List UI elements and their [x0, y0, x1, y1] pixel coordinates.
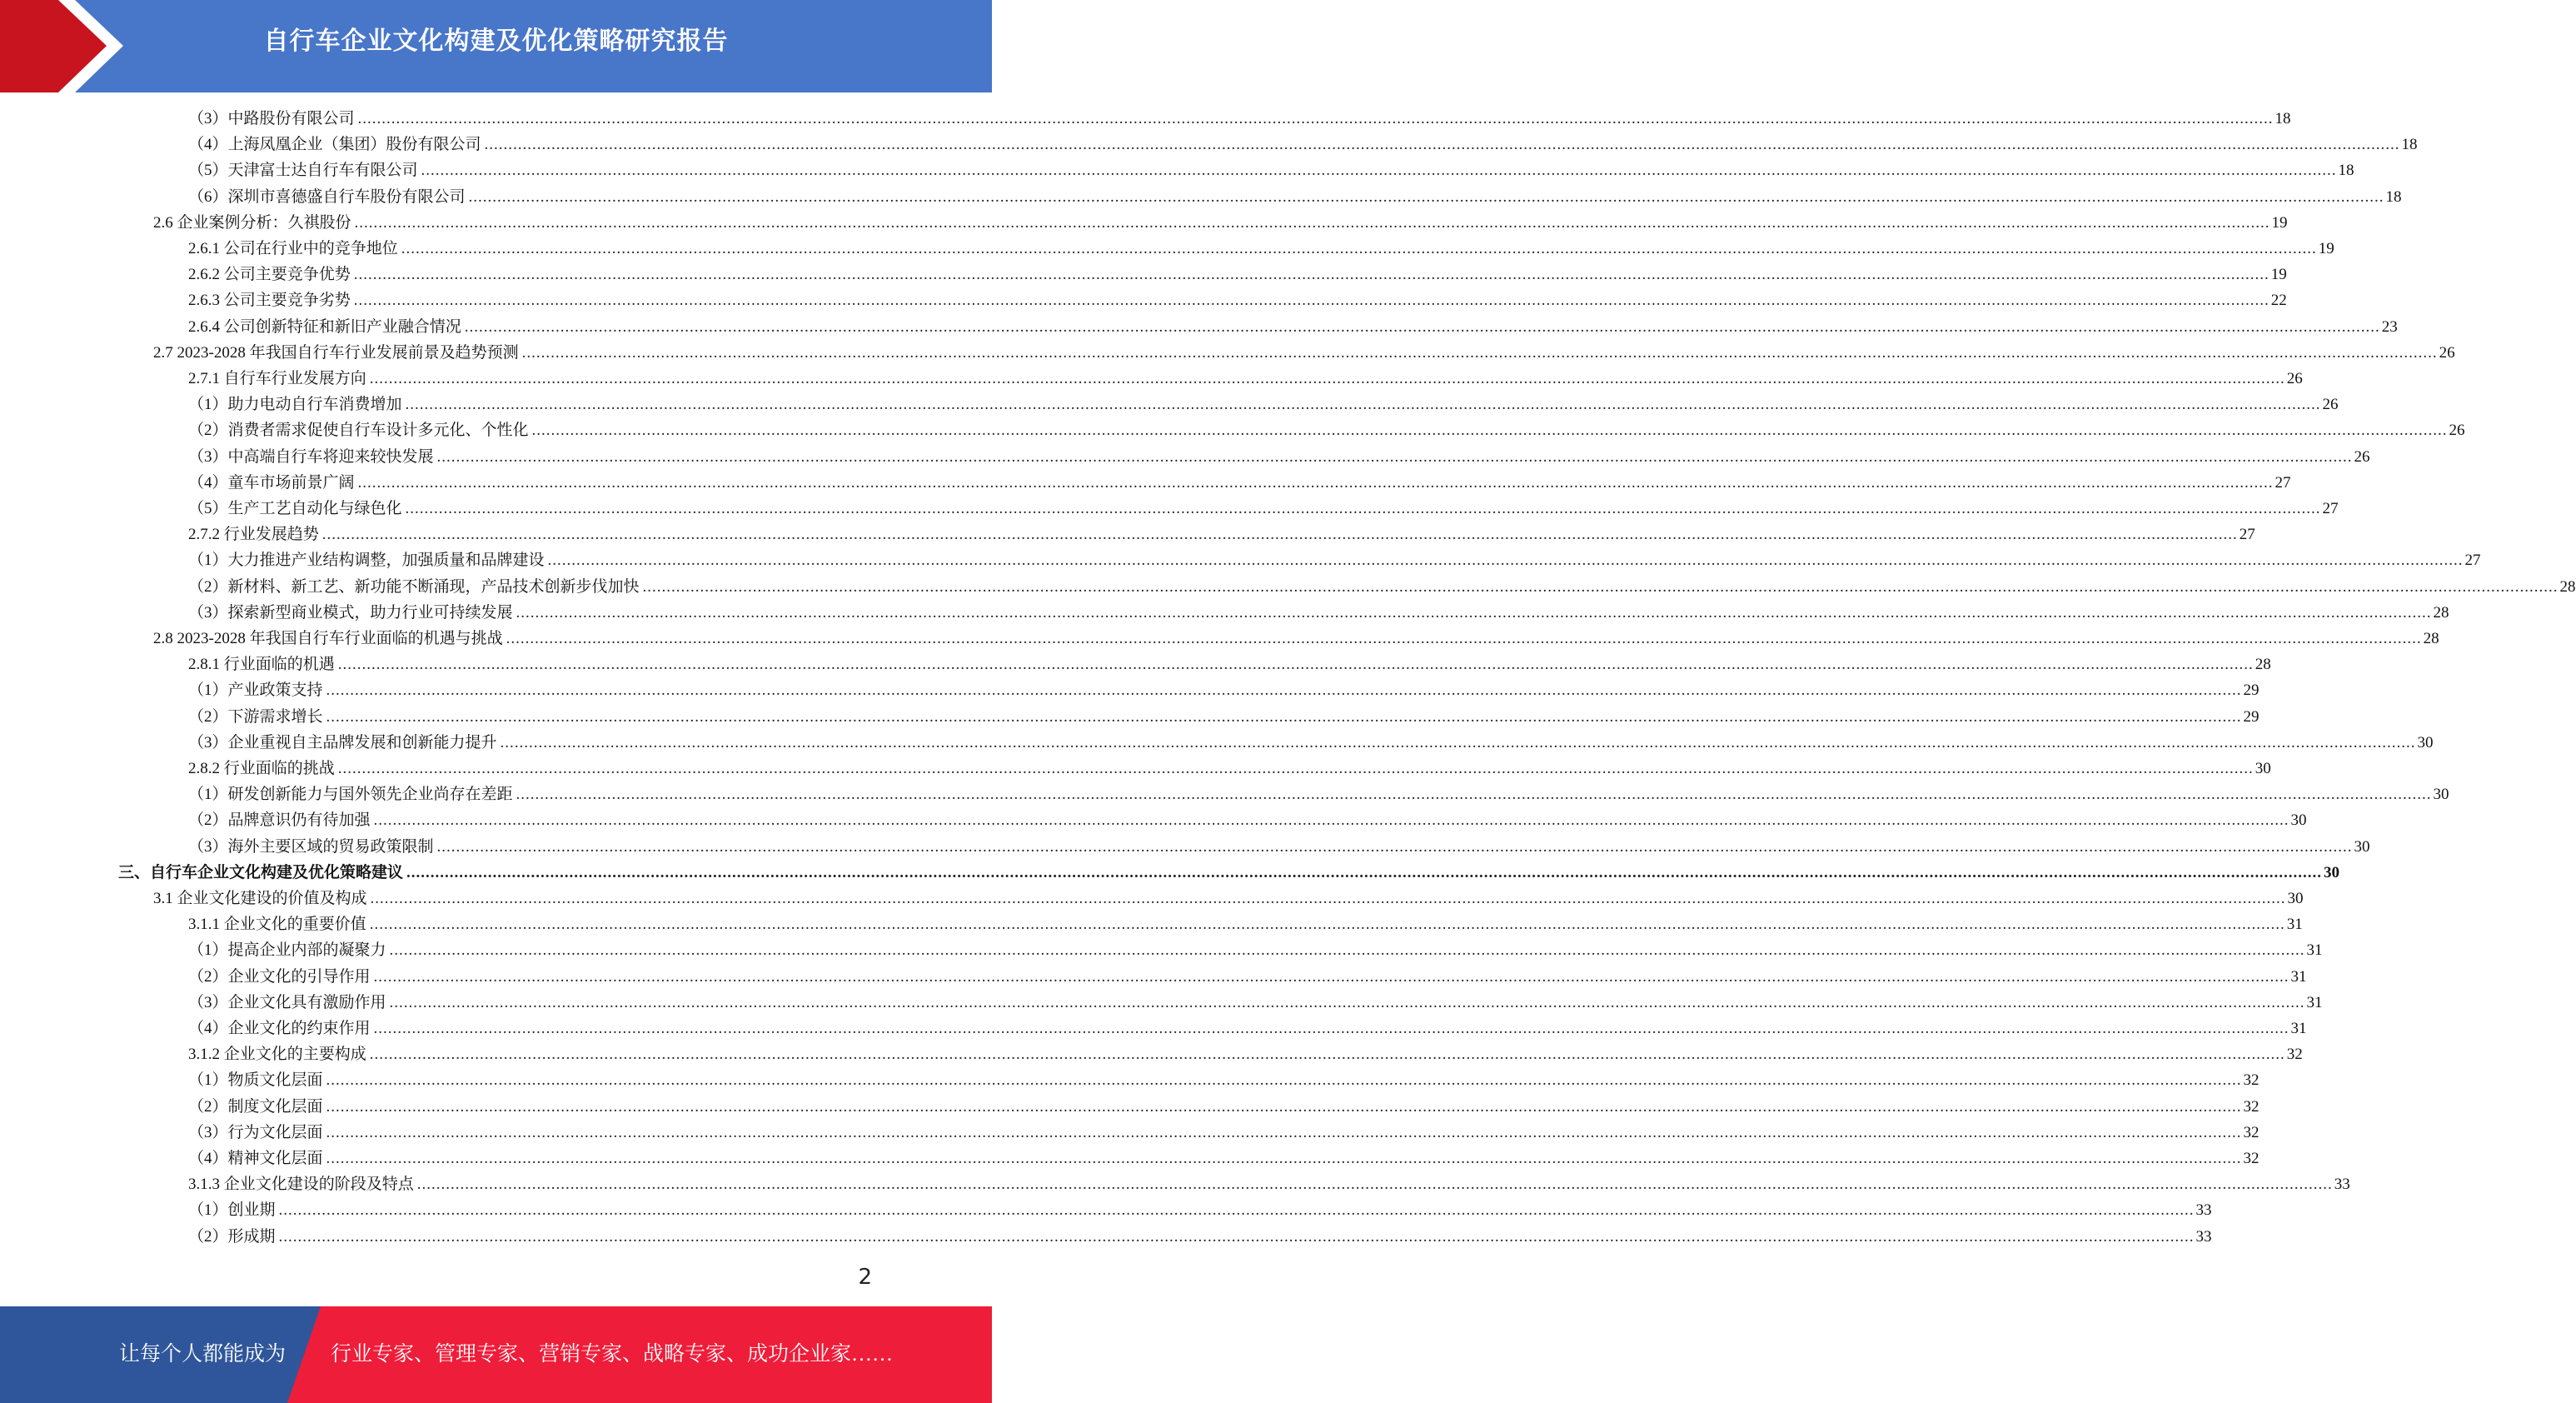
toc-entry-page: 28 [2255, 656, 2271, 673]
toc-dot-leader: ................................................................................................................................................................................................................................................................................................................................................................................................................ [353, 292, 2270, 309]
toc-dot-leader: ................................................................................................................................................................................................................................................................................................................................................................................................................ [369, 370, 2285, 387]
toc-entry[interactable] [188, 287, 2287, 313]
toc-entry-title: （1）创业期 [188, 1201, 276, 1219]
toc-entry-page: 32 [2286, 1046, 2303, 1063]
toc-entry-page: 30 [2433, 786, 2449, 803]
toc-entry-title: 2.8.1 行业面临的机遇 [188, 656, 335, 673]
toc-entry[interactable] [118, 860, 2340, 886]
toc-dot-leader: ................................................................................................................................................................................................................................................................................................................................................................................................................ [326, 1071, 2242, 1089]
toc-entry[interactable] [188, 781, 2449, 807]
toc-dot-leader: ................................................................................................................................................................................................................................................................................................................................................................................................................ [405, 396, 2321, 413]
toc-dot-leader: ................................................................................................................................................................................................................................................................................................................................................................................................................ [389, 941, 2305, 959]
toc-entry-page: 19 [2318, 240, 2334, 257]
footer-roles: 行业专家、管理专家、营销专家、战略专家、成功企业家…… [331, 1343, 894, 1366]
toc-entry-title: 2.8.2 行业面临的挑战 [188, 760, 335, 777]
toc-entry-page: 29 [2243, 682, 2260, 699]
toc-entry-title: 2.6.3 公司主要竞争劣势 [188, 292, 351, 309]
toc-entry-page: 30 [2417, 734, 2434, 751]
toc-dot-leader: ................................................................................................................................................................................................................................................................................................................................................................................................................ [547, 552, 2464, 569]
toc-entry-title: 3.1.2 企业文化的主要构成 [188, 1046, 366, 1063]
toc-dot-leader: ................................................................................................................................................................................................................................................................................................................................................................................................................ [642, 578, 2559, 596]
toc-entry-title: （5）天津富士达自行车有限公司 [188, 162, 418, 179]
toc-dot-leader: ................................................................................................................................................................................................................................................................................................................................................................................................................ [436, 838, 2353, 856]
page-footer [0, 1306, 992, 1403]
toc-entry[interactable] [188, 496, 2339, 522]
toc-entry-title: （1）研发创新能力与国外领先企业尚存在差距 [188, 786, 513, 803]
toc-dot-leader: ................................................................................................................................................................................................................................................................................................................................................................................................................ [373, 968, 2290, 986]
toc-entry-title: 2.7.1 自行车行业发展方向 [188, 370, 366, 387]
toc-entry[interactable] [188, 157, 2354, 183]
toc-dot-leader: ................................................................................................................................................................................................................................................................................................................................................................................................................ [337, 760, 2254, 777]
toc-entry-title: （2）消费者需求促使自行车设计多元化、个性化 [188, 422, 529, 439]
toc-dot-leader: ................................................................................................................................................................................................................................................................................................................................................................................................................ [405, 500, 2321, 517]
toc-entry[interactable] [188, 366, 2303, 392]
toc-entry-title: 2.6.2 公司主要竞争优势 [188, 266, 351, 283]
toc-dot-leader: ................................................................................................................................................................................................................................................................................................................................................................................................................ [369, 916, 2285, 933]
toc-dot-leader: ................................................................................................................................................................................................................................................................................................................................................................................................................ [531, 422, 2448, 439]
toc-dot-leader: ................................................................................................................................................................................................................................................................................................................................................................................................................ [321, 526, 2238, 543]
toc-entry-title: （6）深圳市喜德盛自行车股份有限公司 [188, 188, 466, 206]
toc-entry-title: 三、自行车企业文化构建及优化策略建议 [118, 864, 404, 881]
toc-dot-leader: ................................................................................................................................................................................................................................................................................................................................................................................................................ [326, 682, 2242, 699]
toc-entry-page: 30 [2255, 760, 2271, 777]
toc-entry-title: 3.1.3 企业文化建设的阶段及特点 [188, 1176, 414, 1193]
toc-entry-page: 28 [2433, 604, 2449, 622]
footer-slogan: 让每个人都能成为 [119, 1343, 286, 1366]
toc-dot-leader: ................................................................................................................................................................................................................................................................................................................................................................................................................ [484, 136, 2400, 153]
toc-entry-title: （1）大力推进产业结构调整，加强质量和品牌建设 [188, 552, 545, 569]
toc-entry-title: （4）企业文化的约束作用 [188, 1020, 371, 1037]
toc-entry-title: 2.7.2 行业发展趋势 [188, 526, 319, 543]
toc-dot-leader: ................................................................................................................................................................................................................................................................................................................................................................................................................ [357, 474, 2274, 492]
toc-entry-title: （3）探索新型商业模式，助力行业可持续发展 [188, 604, 513, 622]
toc-entry-page: 31 [2306, 994, 2323, 1011]
toc-entry-title: （2）形成期 [188, 1228, 276, 1246]
toc-entry-title: （3）企业文化具有激励作用 [188, 994, 386, 1011]
toc-entry[interactable] [188, 1171, 2350, 1197]
toc-entry-page: 29 [2243, 708, 2260, 726]
toc-entry-title: （2）品牌意识仍有待加强 [188, 811, 371, 829]
toc-dot-leader: ................................................................................................................................................................................................................................................................................................................................................................................................................ [500, 734, 2416, 751]
toc-entry[interactable] [188, 756, 2271, 781]
toc-entry[interactable] [188, 1146, 2260, 1171]
toc-dot-leader: ................................................................................................................................................................................................................................................................................................................................................................................................................ [278, 1228, 2195, 1246]
toc-dot-leader: ................................................................................................................................................................................................................................................................................................................................................................................................................ [406, 864, 2323, 881]
toc-entry[interactable] [188, 522, 2255, 547]
toc-entry-page: 30 [2354, 838, 2370, 856]
toc-entry-page: 22 [2270, 292, 2287, 309]
toc-dot-leader: ................................................................................................................................................................................................................................................................................................................................................................................................................ [468, 188, 2384, 206]
toc-entry-page: 32 [2243, 1071, 2260, 1089]
toc-entry-title: （2）企业文化的引导作用 [188, 968, 371, 986]
toc-entry-title: （3）中高端自行车将迎来较快发展 [188, 448, 434, 466]
toc-entry-title: 2.6.4 公司创新特征和新旧产业融合情况 [188, 318, 461, 336]
toc-dot-leader: ................................................................................................................................................................................................................................................................................................................................................................................................................ [326, 1098, 2242, 1116]
toc-entry-page: 26 [2354, 448, 2370, 466]
toc-entry-page: 31 [2290, 1020, 2307, 1037]
page-header [0, 0, 992, 92]
toc-entry-title: （3）企业重视自主品牌发展和创新能力提升 [188, 734, 497, 751]
toc-entry[interactable] [188, 1016, 2307, 1041]
toc-entry[interactable] [188, 1067, 2260, 1093]
toc-entry-title: 2.8 2023-2028 年我国自行车行业面临的机遇与挑战 [153, 630, 503, 647]
toc-entry[interactable] [188, 1041, 2303, 1067]
toc-dot-leader: ................................................................................................................................................................................................................................................................................................................................................................................................................ [326, 1124, 2242, 1141]
toc-entry[interactable] [188, 834, 2370, 860]
toc-dot-leader: ................................................................................................................................................................................................................................................................................................................................................................................................................ [326, 1150, 2242, 1167]
toc-entry[interactable] [153, 626, 2439, 652]
toc-dot-leader: ................................................................................................................................................................................................................................................................................................................................................................................................................ [436, 448, 2353, 466]
toc-entry-page: 18 [2401, 136, 2418, 153]
toc-entry-page: 19 [2271, 214, 2288, 232]
toc-entry-page: 30 [2287, 890, 2304, 907]
toc-dot-leader: ................................................................................................................................................................................................................................................................................................................................................................................................................ [370, 890, 2286, 907]
toc-dot-leader: ................................................................................................................................................................................................................................................................................................................................................................................................................ [464, 318, 2380, 336]
toc-entry[interactable] [188, 964, 2307, 990]
toc-dot-leader: ................................................................................................................................................................................................................................................................................................................................................................................................................ [354, 214, 2270, 232]
toc-entry-page: 27 [2239, 526, 2255, 543]
toc-entry[interactable] [188, 1197, 2212, 1223]
toc-entry-page: 26 [2322, 396, 2339, 413]
toc-entry-title: （3）中路股份有限公司 [188, 110, 355, 127]
toc-entry-page: 28 [2423, 630, 2439, 647]
toc-dot-leader: ................................................................................................................................................................................................................................................................................................................................................................................................................ [326, 708, 2242, 726]
toc-entry-page: 32 [2243, 1098, 2260, 1116]
toc-entry-page: 28 [2559, 578, 2576, 596]
toc-entry-title: （4）精神文化层面 [188, 1150, 323, 1167]
toc-dot-leader: ................................................................................................................................................................................................................................................................................................................................................................................................................ [506, 630, 2422, 647]
toc-dot-leader: ................................................................................................................................................................................................................................................................................................................................................................................................................ [369, 1046, 2285, 1063]
toc-entry-page: 26 [2439, 344, 2455, 362]
toc-entry-title: （1）助力电动自行车消费增加 [188, 396, 402, 413]
toc-entry[interactable] [188, 911, 2303, 937]
toc-entry-page: 33 [2334, 1176, 2350, 1193]
toc-dot-leader: ................................................................................................................................................................................................................................................................................................................................................................................................................ [373, 811, 2290, 829]
toc-entry[interactable] [188, 236, 2334, 262]
toc-entry-page: 31 [2286, 916, 2303, 933]
toc-entry-page: 18 [2385, 188, 2402, 206]
toc-entry-page: 18 [2338, 162, 2354, 179]
toc-entry-page: 33 [2195, 1201, 2212, 1219]
toc-entry[interactable] [188, 600, 2449, 626]
toc-entry[interactable] [188, 1224, 2212, 1250]
toc-entry[interactable] [188, 392, 2339, 417]
toc-entry[interactable] [153, 340, 2455, 366]
toc-dot-leader: ................................................................................................................................................................................................................................................................................................................................................................................................................ [357, 110, 2274, 127]
toc-entry[interactable] [188, 1094, 2260, 1120]
toc-entry[interactable] [188, 1120, 2260, 1146]
report-title: 自行车企业文化构建及优化策略研究报告 [263, 27, 729, 56]
toc-entry[interactable] [188, 106, 2291, 132]
toc-entry-title: （1）提高企业内部的凝聚力 [188, 941, 386, 959]
toc-entry[interactable] [188, 417, 2465, 443]
toc-entry-title: （2）制度文化层面 [188, 1098, 323, 1116]
toc-entry-title: （3）海外主要区域的贸易政策限制 [188, 838, 434, 856]
toc-entry-page: 18 [2275, 110, 2291, 127]
toc-entry-page: 27 [2322, 500, 2339, 517]
toc-entry[interactable] [153, 210, 2288, 236]
toc-entry-page: 23 [2381, 318, 2398, 336]
toc-entry-page: 30 [2290, 811, 2307, 829]
toc-dot-leader: ................................................................................................................................................................................................................................................................................................................................................................................................................ [421, 162, 2337, 179]
toc-entry-page: 31 [2306, 941, 2323, 959]
toc-entry[interactable] [188, 184, 2402, 210]
toc-dot-leader: ................................................................................................................................................................................................................................................................................................................................................................................................................ [516, 604, 2432, 622]
toc-entry-page: 32 [2243, 1150, 2260, 1167]
toc-entry[interactable] [153, 886, 2304, 911]
toc-entry[interactable] [188, 444, 2370, 470]
toc-entry-title: （2）新材料、新工艺、新功能不断涌现，产品技术创新步伐加快 [188, 578, 640, 596]
toc-dot-leader: ................................................................................................................................................................................................................................................................................................................................................................................................................ [521, 344, 2438, 362]
toc-dot-leader: ................................................................................................................................................................................................................................................................................................................................................................................................................ [401, 240, 2317, 257]
toc-dot-leader: ................................................................................................................................................................................................................................................................................................................................................................................................................ [353, 266, 2270, 283]
toc-entry-title: （3）行为文化层面 [188, 1124, 323, 1141]
toc-entry-title: 3.1 企业文化建设的价值及构成 [153, 890, 367, 907]
toc-entry-page: 33 [2195, 1228, 2212, 1246]
toc-entry-page: 30 [2324, 864, 2340, 881]
toc-entry-page: 26 [2449, 422, 2465, 439]
toc-entry-page: 27 [2275, 474, 2291, 492]
toc-entry[interactable] [188, 990, 2323, 1016]
toc-entry[interactable] [188, 652, 2271, 677]
toc-entry[interactable] [188, 470, 2291, 496]
toc-dot-leader: ................................................................................................................................................................................................................................................................................................................................................................................................................ [373, 1020, 2290, 1037]
toc-entry[interactable] [188, 262, 2287, 287]
toc-entry-title: （5）生产工艺自动化与绿色化 [188, 500, 402, 517]
toc-entry-page: 19 [2270, 266, 2287, 283]
toc-entry-page: 32 [2243, 1124, 2260, 1141]
toc-entry-page: 26 [2286, 370, 2303, 387]
toc-entry[interactable] [188, 677, 2260, 703]
toc-dot-leader: ................................................................................................................................................................................................................................................................................................................................................................................................................ [337, 656, 2254, 673]
toc-entry-title: （4）上海凤凰企业（集团）股份有限公司 [188, 136, 481, 153]
toc-entry-page: 31 [2290, 968, 2307, 986]
page-number: 2 [858, 1265, 872, 1290]
toc-entry[interactable] [188, 807, 2307, 833]
toc-entry[interactable] [188, 132, 2418, 157]
toc-dot-leader: ................................................................................................................................................................................................................................................................................................................................................................................................................ [278, 1201, 2195, 1219]
toc-entry-title: 3.1.1 企业文化的重要价值 [188, 916, 366, 933]
toc-entry[interactable] [188, 937, 2323, 963]
toc-entry[interactable] [188, 547, 2481, 573]
toc-entry-title: 2.6 企业案例分析：久祺股份 [153, 214, 351, 232]
toc-entry-title: 2.7 2023-2028 年我国自行车行业发展前景及趋势预测 [153, 344, 519, 362]
toc-entry-title: （1）物质文化层面 [188, 1071, 323, 1089]
toc-entry-title: （2）下游需求增长 [188, 708, 323, 726]
toc-entry[interactable] [188, 314, 2398, 340]
toc-entry-title: 2.6.1 公司在行业中的竞争地位 [188, 240, 398, 257]
toc-entry-title: （1）产业政策支持 [188, 682, 323, 699]
toc-entry-title: （4）童车市场前景广阔 [188, 474, 355, 492]
toc-entry[interactable] [188, 574, 2576, 600]
toc-entry-page: 27 [2464, 552, 2481, 569]
toc-dot-leader: ................................................................................................................................................................................................................................................................................................................................................................................................................ [389, 994, 2305, 1011]
toc-dot-leader: ................................................................................................................................................................................................................................................................................................................................................................................................................ [416, 1176, 2333, 1193]
toc-entry[interactable] [188, 704, 2260, 730]
toc-dot-leader: ................................................................................................................................................................................................................................................................................................................................................................................................................ [516, 786, 2432, 803]
toc-entry[interactable] [188, 730, 2434, 756]
